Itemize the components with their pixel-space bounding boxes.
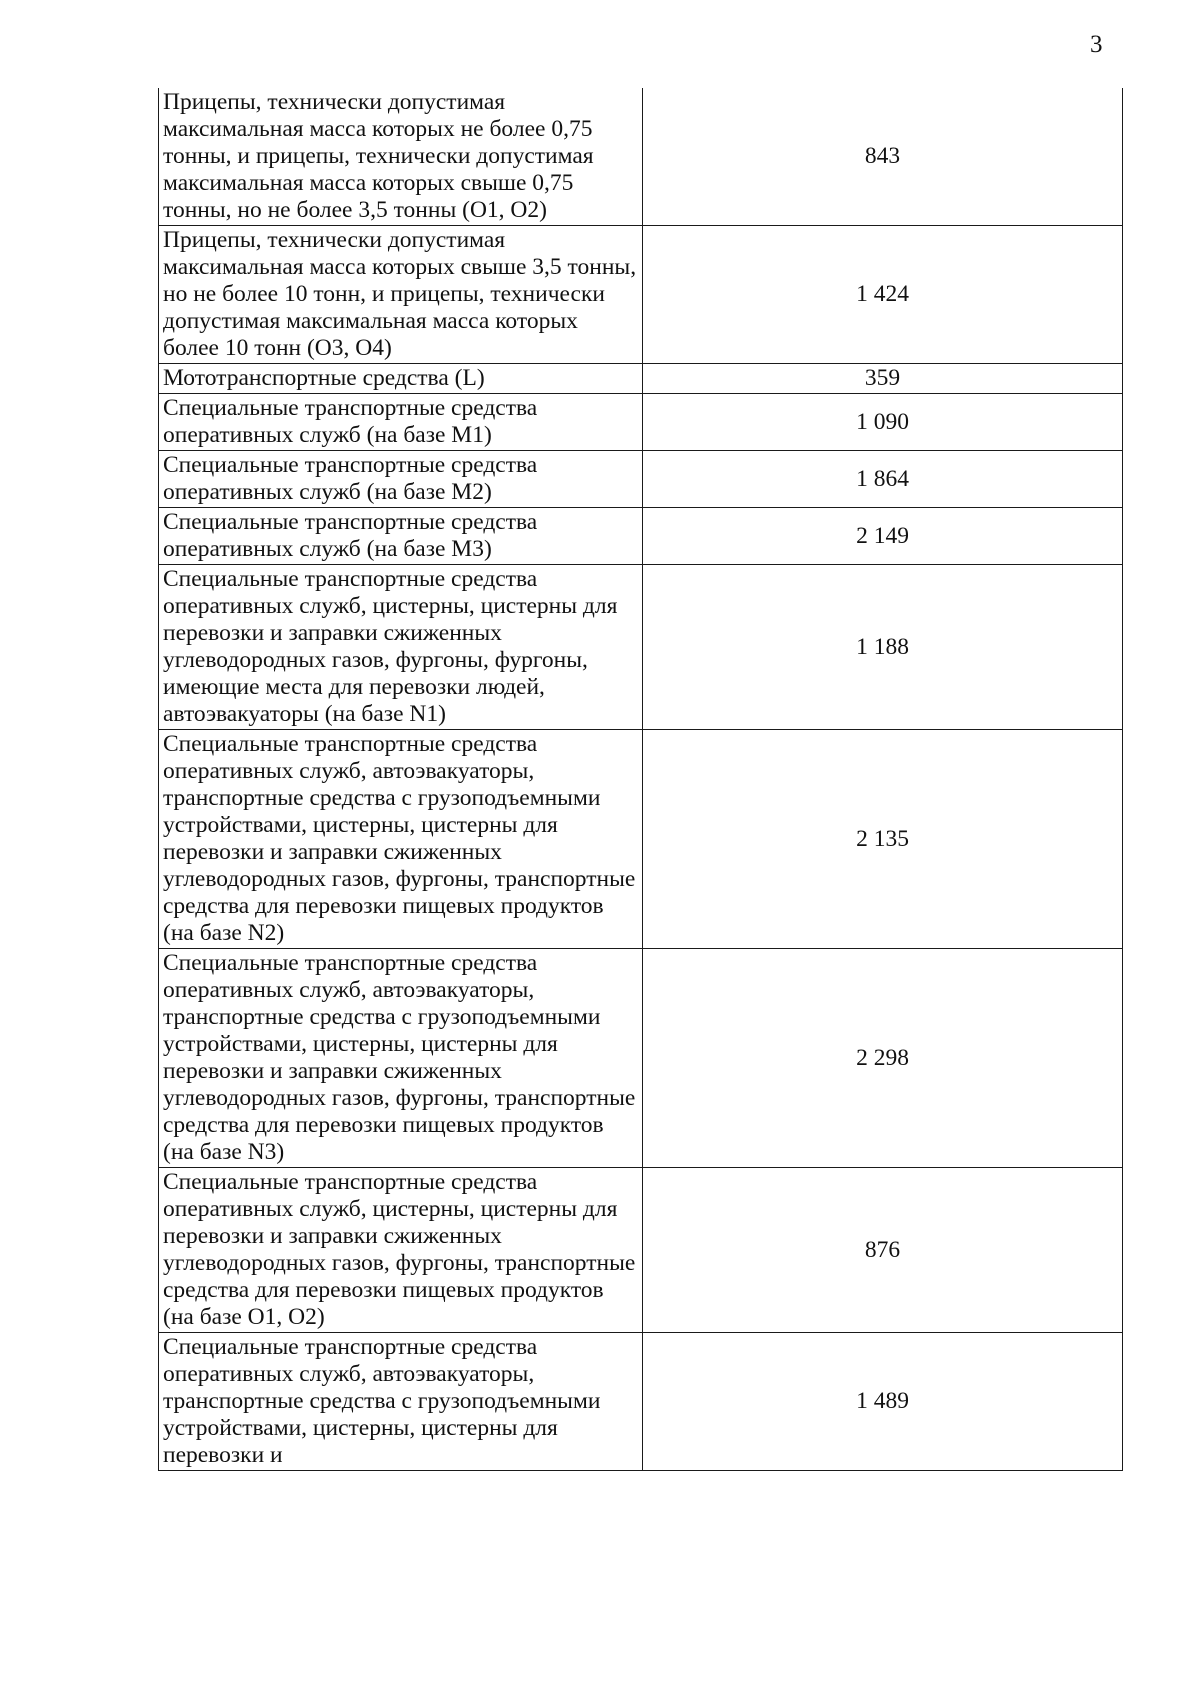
vehicle-category-cell: Специальные транспортные средства оперативных служб, цистерны, цистерны для перевозки и заправки сжиженных углеводородных газов, фургоны, фургоны, имеющие места для перевозки людей, автоэвакуаторы (на базе N1)	[159, 565, 643, 730]
table-row	[159, 88, 1123, 226]
value-cell: 1 090	[643, 394, 1123, 451]
value-cell: 2 135	[643, 730, 1123, 949]
table-row	[159, 451, 1123, 508]
value-cell: 2 149	[643, 508, 1123, 565]
page-number: 3	[1090, 31, 1103, 58]
vehicle-category-cell: Специальные транспортные средства оперативных служб (на базе M1)	[159, 394, 643, 451]
value-cell: 1 864	[643, 451, 1123, 508]
vehicle-category-cell: Специальные транспортные средства оперативных служб, автоэвакуаторы, транспортные средства с грузоподъемными устройствами, цистерны, цистерны для перевозки и заправки сжиженных углеводородных газов, фургоны, транспортные средства для перевозки пищевых продуктов (на базе N3)	[159, 949, 643, 1168]
table-row	[159, 565, 1123, 730]
vehicle-category-cell: Специальные транспортные средства оперативных служб (на базе M2)	[159, 451, 643, 508]
vehicle-category-cell: Специальные транспортные средства оперативных служб, цистерны, цистерны для перевозки и заправки сжиженных углеводородных газов, фургоны, транспортные средства для перевозки пищевых продуктов (на базе O1, O2)	[159, 1168, 643, 1333]
value-cell: 359	[643, 364, 1123, 394]
value-cell: 843	[643, 88, 1123, 226]
value-cell: 2 298	[643, 949, 1123, 1168]
vehicle-category-cell: Специальные транспортные средства оперативных служб, автоэвакуаторы, транспортные средства с грузоподъемными устройствами, цистерны, цистерны для перевозки и	[159, 1333, 643, 1471]
table-row	[159, 949, 1123, 1168]
table-row	[159, 364, 1123, 394]
vehicle-category-cell: Прицепы, технически допустимая максимальная масса которых не более 0,75 тонны, и прицепы, технически допустимая максимальная масса которых свыше 0,75 тонны, но не более 3,5 тонны (O1, O2)	[159, 88, 643, 226]
table-row	[159, 394, 1123, 451]
vehicle-category-cell: Специальные транспортные средства оперативных служб (на базе M3)	[159, 508, 643, 565]
value-cell: 1 424	[643, 226, 1123, 364]
vehicle-category-cell: Специальные транспортные средства оперативных служб, автоэвакуаторы, транспортные средства с грузоподъемными устройствами, цистерны, цистерны для перевозки и заправки сжиженных углеводородных газов, фургоны, транспортные средства для перевозки пищевых продуктов (на базе N2)	[159, 730, 643, 949]
vehicle-category-cell: Мототранспортные средства (L)	[159, 364, 643, 394]
table-row	[159, 1168, 1123, 1333]
table-row	[159, 226, 1123, 364]
table-row	[159, 1333, 1123, 1471]
value-cell: 876	[643, 1168, 1123, 1333]
table-row	[159, 508, 1123, 565]
vehicle-category-cell: Прицепы, технически допустимая максимальная масса которых свыше 3,5 тонны, но не более 10 тонн, и прицепы, технически допустимая максимальная масса которых более 10 тонн (O3, O4)	[159, 226, 643, 364]
value-cell: 1 489	[643, 1333, 1123, 1471]
table-row	[159, 730, 1123, 949]
tariff-table	[158, 88, 1123, 1471]
value-cell: 1 188	[643, 565, 1123, 730]
